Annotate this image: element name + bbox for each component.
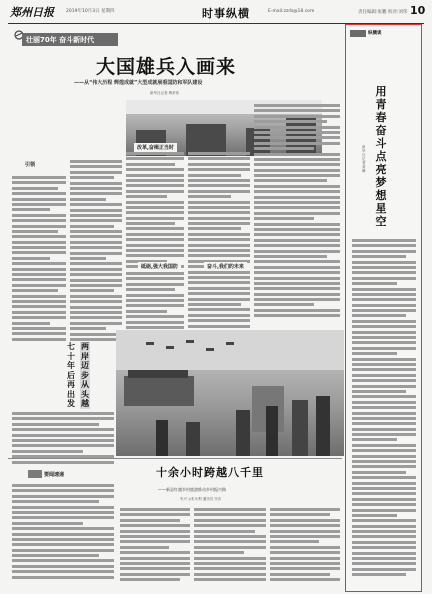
- second-headline: 十余小时跨越八千里: [156, 466, 264, 479]
- column-5-text: [254, 104, 340, 320]
- second-byline: 朱兴 ◎朱永利 通讯员 安庆: [180, 497, 222, 501]
- exhibition-photo-main: [116, 330, 344, 456]
- second-article-col3: [270, 508, 340, 583]
- subtitle-strengthen: 砥砺,强大我国防: [138, 262, 181, 271]
- corner-text: [12, 484, 114, 581]
- column-4-text: [188, 152, 250, 335]
- main-headline: 大国雄兵入画来: [96, 56, 237, 78]
- horizontal-rule: [8, 458, 342, 459]
- featured-editorial: [345, 24, 422, 592]
- series-banner: [22, 33, 118, 46]
- column-3b-text: [126, 272, 184, 337]
- featured-tag: 纵横谈: [368, 31, 382, 36]
- featured-text: [352, 239, 416, 579]
- second-article-col2: [194, 508, 266, 583]
- subtitle-yinling: 引领: [22, 160, 38, 169]
- contact-email: E-mail:zzrb@18.com: [268, 9, 315, 14]
- banner-text: 壮丽70年 奋斗新时代: [26, 36, 95, 44]
- subtitle-reform: 改革,奋楫正当时: [134, 143, 177, 152]
- left-text-column: [12, 176, 66, 343]
- side-title-col2: 两岸迈步从头越: [81, 342, 89, 408]
- section-title: 时事纵横: [202, 7, 250, 20]
- second-article-col1: [120, 508, 190, 583]
- newspaper-logo: 郑州日报: [10, 6, 54, 19]
- main-byline: 新华社记者 梅常伟: [150, 91, 180, 95]
- column-3-text: [126, 152, 184, 271]
- corner-section-tag: 要闻速递: [44, 472, 65, 478]
- editor-credit: 责任编辑:张鹏 校对:刘伟: [358, 10, 408, 15]
- column-2-text: [70, 160, 122, 343]
- featured-tag-mark: [350, 30, 366, 37]
- main-subhead: ——从“伟大历程 辉煌成就”大型成就展看国防和军队建设: [74, 80, 203, 86]
- issue-date: 2019年10月3日 星期四: [66, 9, 115, 14]
- featured-title: 用青春奋斗点亮梦想星空: [375, 85, 387, 228]
- page-number: 10: [410, 4, 426, 17]
- side-title-col1: 七十年后再出发: [67, 342, 75, 408]
- corner-tag-mark: [28, 470, 42, 478]
- subtitle-struggle: 奋斗,我们的未来: [204, 262, 247, 271]
- featured-byline: 新华社记者 姜琳: [362, 145, 366, 173]
- masthead: [8, 3, 424, 24]
- second-subhead: ——新县红旗乡村旅游推动乡村振兴路: [158, 487, 226, 492]
